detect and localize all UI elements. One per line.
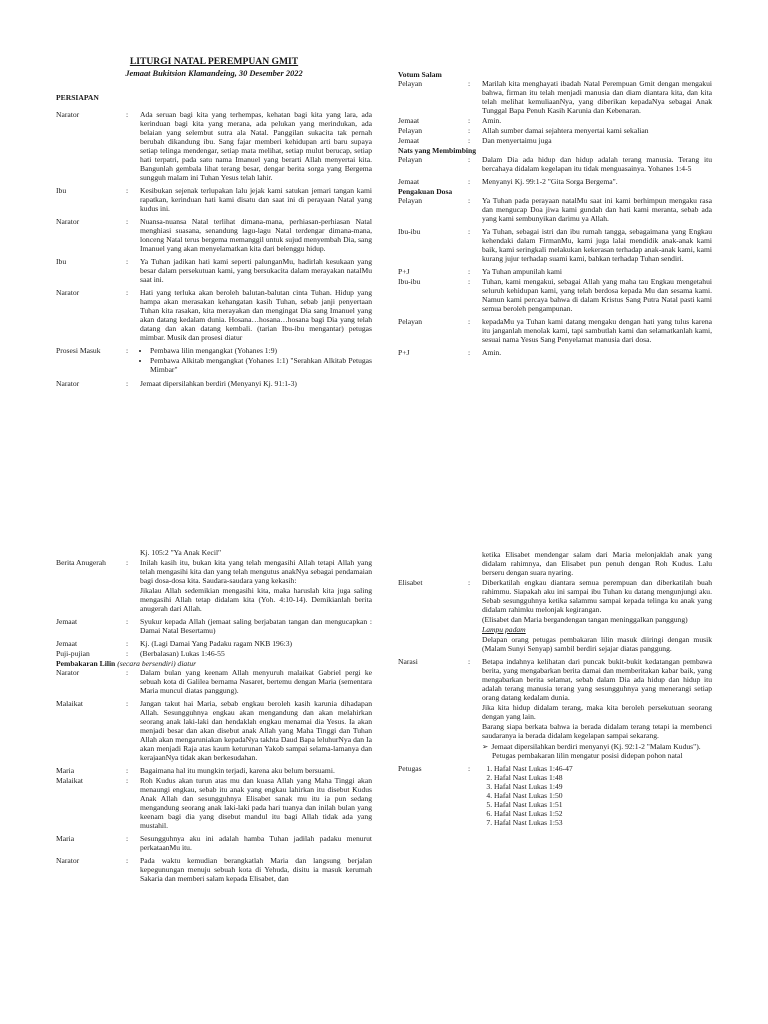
speaker-label: Jemaat bbox=[398, 177, 420, 186]
liturgy-text: Nuansa-nuansa Natal terlihat dimana-mana, perhiasan-perhiasan Natal menghiasi suasana, senandung lagu-lagu Natal terdengar dimana-mana, lonceng Natal terus bergema memanggil untuk sujud menyembah Dia, sang Imanuel yang akan menyelamatkan kita dari belenggu hidup. bbox=[140, 217, 372, 253]
liturgy-row: P+J : Ya Tuhan ampunilah kami bbox=[398, 267, 712, 276]
reading-list bbox=[482, 764, 712, 827]
page2-right-column bbox=[398, 550, 712, 831]
speaker-label: Narator bbox=[56, 288, 80, 297]
liturgy-row: Narator : Ada seruan bagi kita yang terhempas, kehatan bagi kita yang lara, ada kerinduan bagi kita yang merana, ada pelukan yang merindukan, ada belaian yang selembut sutra ala Natal. Panggilan sukacita tak pernah berubah dikandung ibu. Sang fajar memberi kehidupan arti baru supaya setiap telinga mendengar, setiap mata melihat, setiap mulut berucap, setiap hati terpatri, pada satu nama Imanuel yang berarti Allah menyertai kita. Bangunlah gembala lihat terang besar, dengar berita sorga yang Bergema sungguh malam ini Tuhan Yesus telah lahir. bbox=[56, 110, 372, 182]
liturgy-row: Malaikat : Jangan takut hai Maria, sebab engkau beroleh kasih karunia dihadapan Allah. Sesungguhnya engkau akan mengandung dan akan melahirkan seorang anak laki-laki dan hendaklah engkau menamai dia Yesus. Ia akan menjadi besar dan akan disebut anak Allah yang Maha Tinggi dan Tuhan Allah akan mengaruniakan kepadaNya takhta Daud Bapa leluhurNya dan Ia akan menjadi Raja atas kaum keturunan Yakob sampai selama-lamanya dan kerajaanNya tidak akan berkesudahan. bbox=[56, 699, 372, 762]
list-item: • Pembawa lilin mengangkat (Yohanes 1:9) bbox=[150, 346, 372, 355]
liturgy-text: ketika Elisabet mendengar salam dari Maria melonjaklah anak yang didalam rahimnya, dan Elisabet pun penuh dengan Roh Kudus. Lalu berseru dengan suara nyaring. bbox=[482, 550, 712, 577]
liturgy-row: Narator : Pada waktu kemudian berangkatlah Maria dan langsung berjalan kepegunungan menuju sebuah kota di Yehuda, disitu ia masuk kerumah Sakaria dan memberi salam kepada Elisabet, dan bbox=[56, 856, 372, 883]
liturgy-text: Ya Tuhan, sebagai istri dan ibu rumah tangga, sebagaimana yang Engkau kehendaki dalam FirmanMu, kami juga lalai mendidik anak-anak kami baik, kami seringkali melakukan kekerasan terhadap anak-anak kami, kami kurang jujur terhadap suami kami, bahkan terhadap Tuhan sendiri. bbox=[482, 227, 712, 263]
speaker-label: Malaikat bbox=[56, 699, 83, 708]
liturgy-text: Dalam bulan yang keenam Allah menyuruh malaikat Gabriel pergi ke sebuah kota di Galilea bernama Nasaret, bertemu dengan Maria (sementara Maria muncul diatas panggung). bbox=[140, 668, 372, 695]
speaker-label: Narator bbox=[56, 668, 80, 677]
liturgy-text: Jika kita hidup didalam terang, maka kita beroleh persekutuan seorang dengan yang lain. bbox=[482, 703, 712, 721]
speaker-label: Ibu-ibu bbox=[398, 277, 421, 286]
liturgy-row: Maria : Bagaimana hal itu mungkin terjadi, karena aku belum bersuami. bbox=[56, 766, 372, 775]
arrow-list bbox=[482, 742, 712, 751]
liturgy-row bbox=[56, 548, 372, 557]
liturgy-text: Roh Kudus akan turun atas mu dan kuasa Allah yang Maha Tinggi akan menaungi engkau, sebab itu anak yang engkau lahirkan itu disebut Kudus Anak Allah dan sesungguhnya Elisabet sanak mu itu ia pun sedang mengandung seorang anak laki-laki pada hari tuanya dan inilah bulan yang keenam bagi dia yang disebut mandul itu bagi Allah tidak ada yang mustahil. bbox=[140, 776, 372, 830]
speaker-label: Ibu-ibu bbox=[398, 227, 421, 236]
speaker-label: Puji-pujian bbox=[56, 649, 90, 658]
list-item: 4. Hafal Nast Lukas 1:50 bbox=[494, 791, 712, 800]
stage-direction: Delapan orang petugas pembakaran lilin masuk diiringi dengan musik (Malam Sunyi Senyap) sambil berdiri sejajar diatas panggung. bbox=[482, 635, 712, 653]
liturgy-text: Jemaat dipersilahkan berdiri (Menyanyi Kj. 91:1-3) bbox=[140, 379, 297, 388]
speaker-label: Malaikat bbox=[56, 776, 83, 785]
liturgy-text: Diberkatilah engkau diantara semua perempuan dan diberkatilah buah rahimmu. Siapakah aku ini sampai ibu Tuhan ku datang mengunjungi aku. Sebab sesungguhnya ketika salammu sampai kepada telinga ku anak yang didalam rahimku melonjak kegirangan. bbox=[482, 578, 712, 614]
liturgy-row: Petugas : 1. Hafal Nast Lukas 1:46-47 2. Hafal Nast Lukas 1:48 3. Hafal Nast Lukas 1:49 4. Hafal Nast Lukas 1:50 5. Hafal Nast Lukas 1:51 6. Hafal Nast Lukas 1:52 7. Hafal Nast Lukas 1:53 bbox=[398, 764, 712, 827]
speaker-label: Ibu bbox=[56, 186, 67, 195]
document-title: LITURGI NATAL PEREMPUAN GMIT bbox=[129, 56, 299, 67]
speaker-label: Pelayan bbox=[398, 79, 423, 88]
list-item: • Pembawa Alkitab mengangkat (Yohanes 1:1) "Serahkan Alkitab Petugas Mimbar" bbox=[150, 356, 372, 374]
section-header-persiapan: PERSIAPAN bbox=[56, 93, 99, 102]
liturgy-row: Ibu-ibu : Ya Tuhan, sebagai istri dan ibu rumah tangga, sebagaimana yang Engkau kehendaki dalam FirmanMu, kami juga lalai mendidik anak-anak kami baik, kami seringkali melakukan kekerasan terhadap anak-anak kami, kami kurang jujur terhadap suami kami, bahkan terhadap Tuhan sendiri. bbox=[398, 227, 712, 263]
speaker-label: Jemaat bbox=[56, 617, 78, 626]
liturgy-text: Syukur kepada Allah (jemaat saling berjabatan tangan dan mengucapkan : Damai Natal Besertamu) bbox=[140, 617, 372, 635]
liturgy-row: P+J : Amin. bbox=[398, 348, 712, 357]
liturgy-text: Bagaimana hal itu mungkin terjadi, karena aku belum bersuami. bbox=[140, 766, 335, 775]
liturgy-text: (Berbalasan) Lukas 1:46-55 bbox=[140, 649, 225, 658]
speaker-label: Maria bbox=[56, 766, 75, 775]
speaker-label: Narasi bbox=[398, 657, 418, 666]
speaker-label: Elisabet bbox=[398, 578, 423, 587]
list-item: 2. Hafal Nast Lukas 1:48 bbox=[494, 773, 712, 782]
speaker-label: Berita Anugerah bbox=[56, 558, 106, 567]
liturgy-text: Betapa indahnya kelihatan dari puncak bukit-bukit kedatangan pembawa berita, yang mengabarkan berita damai dan memberitakan kabar baik, yang mengabarkan berita selamat, sebab dalam Dia ada hidup dan hidup itu adalah terang manusia terang yang sesungguhnya yang menerangi setiap orang datang kedalam dunia. bbox=[482, 657, 712, 702]
liturgy-text: Barang siapa berkata bahwa ia berada didalam terang tetapi ia membenci saudaranya ia berada didalam kegelapan sampai sekarang. bbox=[482, 722, 712, 740]
section-header-text: Pembakaran Lilin bbox=[56, 659, 116, 668]
liturgy-row: Pelayan : Ya Tuhan pada perayaan natalMu saat ini kami berhimpun mengaku rasa dan mengucap Doa jiwa kami gundah dan hati kami meranta, sebab ada yang kami sembunyikan darimu ya Allah. bbox=[398, 196, 712, 223]
list-item: 6. Hafal Nast Lukas 1:52 bbox=[494, 809, 712, 818]
document-subtitle: Jemaat Bukitsion Klamandeing, 30 Desember 2022 bbox=[125, 69, 303, 78]
speaker-label: Narator bbox=[56, 856, 80, 865]
speaker-label: Narator bbox=[56, 110, 80, 119]
liturgy-row: Narator : Dalam bulan yang keenam Allah menyuruh malaikat Gabriel pergi ke sebuah kota di Galilea bernama Nasaret, bertemu dengan Maria (sementara Maria muncul diatas panggung). bbox=[56, 668, 372, 695]
list-item: 5. Hafal Nast Lukas 1:51 bbox=[494, 800, 712, 809]
liturgy-text: Jikalau Allah sedemikian mengasihi kita, maka haruslah kita juga saling mengasihi Allah tetap didalam kita (Yoh. 4:10-14). Demikianlah berita anugerah dari Allah. bbox=[140, 586, 372, 613]
stage-direction-heading: Lampu padam bbox=[482, 625, 526, 634]
speaker-label: Pelayan bbox=[398, 126, 423, 135]
liturgy-text: Ya Tuhan jadikan hati kami seperti palunganMu, hadirlah kesukaan yang besar dalam persekutuan kami, yang bersukacita dalam merayakan natalMu saat ini. bbox=[140, 257, 372, 284]
speaker-label: Ibu bbox=[56, 257, 67, 266]
liturgy-text: Pada waktu kemudian berangkatlah Maria dan langsung berjalan kepegunungan menuju sebuah kota di Yehuda, disitu ia masuk kerumah Sakaria dan memberi salam kepada Elisabet, dan bbox=[140, 856, 372, 883]
liturgy-text: kepadaMu ya Tuhan kami datang mengaku dengan hati yang tulus karena itu janganlah menolak kami, tapi sambutlah kami dan selamatkanlah kami, sesuai nama Yesus Sang Penyelamat manusia dari dosa. bbox=[482, 317, 712, 344]
speaker-label: Pelayan bbox=[398, 196, 423, 205]
list-item: 7. Hafal Nast Lukas 1:53 bbox=[494, 818, 712, 827]
liturgy-row: Narator : Jemaat dipersilahkan berdiri (Menyanyi Kj. 91:1-3) bbox=[56, 379, 372, 388]
liturgy-row: Pelayan : Allah sumber damai sejahtera menyertai kami sekalian bbox=[398, 126, 712, 135]
liturgy-text: Menyanyi Kj. 99:1-2 "Gita Sorga Bergema". bbox=[482, 177, 618, 186]
liturgy-text: Jangan takut hai Maria, sebab engkau beroleh kasih karunia dihadapan Allah. Sesungguhnya engkau akan mengandung dan akan melahirkan seorang anak laki-laki dan hendaklah engkau menamai dia Yesus. Ia akan menjadi besar dan akan disebut anak Allah yang Maha Tinggi dan Tuhan Allah akan mengaruniakan kepadaNya takhta Daud Bapa leluhurNya dan Ia akan menjadi Raja atas kaum keturunan Yakob sampai selama-lamanya dan kerajaanNya tidak akan berkesudahan. bbox=[140, 699, 372, 762]
stage-direction: (Elisabet dan Maria bergandengan tangan meninggalkan panggung) bbox=[482, 615, 688, 624]
hymn-line: Kj. 105:2 "Ya Anak Kecil" bbox=[140, 548, 222, 557]
liturgy-text: Ya Tuhan ampunilah kami bbox=[482, 267, 563, 276]
liturgy-row: Jemaat : Syukur kepada Allah (jemaat saling berjabatan tangan dan mengucapkan : Damai Natal Besertamu) bbox=[56, 617, 372, 635]
speaker-label: Prosesi Masuk bbox=[56, 346, 101, 355]
section-header-nats: Nats yang Membimbing bbox=[398, 146, 477, 155]
page1-right-column bbox=[398, 70, 712, 361]
liturgy-row: Pelayan : kepadaMu ya Tuhan kami datang mengaku dengan hati yang tulus karena itu janganlah menolak kami, tapi sambutlah kami dan selamatkanlah kami, sesuai nama Yesus Sang Penyelamat manusia dari dosa. bbox=[398, 317, 712, 344]
speaker-label: Maria bbox=[56, 834, 75, 843]
stage-direction: Petugas pembakaran lilin mengatur posisi didepan pohon natal bbox=[492, 751, 683, 760]
speaker-label: P+J bbox=[398, 267, 410, 276]
procession-list bbox=[140, 346, 372, 374]
liturgy-text: Allah sumber damai sejahtera menyertai kami sekalian bbox=[482, 126, 649, 135]
section-header-votum: Votum Salam bbox=[398, 70, 442, 79]
liturgy-row: Jemaat : Amin. bbox=[398, 116, 712, 125]
liturgy-row: Narator : Hati yang terluka akan beroleh balutan-balutan cinta Tuhan. Hidup yang hampa akan merasakan kehangatan kasih Tuhan, sebab janji penyertaan Tuhan kita rasakan, kita merayakan dan mengingat Dia sang Imanuel yang akan datang kedalam dunia. Hosana…hosana…hosana bagi Dia yang telah datang dan akan datang kembali. (tarian Ibu-ibu mengantar) petugas mimbar. Musik dan prosesi diatur bbox=[56, 288, 372, 342]
liturgy-text: Kj. (Lagi Damai Yang Padaku ragam NKB 196:3) bbox=[140, 639, 293, 648]
section-header-pengakuan: Pengakuan Dosa bbox=[398, 187, 453, 196]
liturgy-text: Amin. bbox=[482, 348, 502, 357]
liturgy-text: Hati yang terluka akan beroleh balutan-balutan cinta Tuhan. Hidup yang hampa akan merasakan kehangatan kasih Tuhan, sebab janji penyertaan Tuhan kita rasakan, kita merayakan dan mengingat Dia sang Imanuel yang akan datang kedalam dunia. Hosana…hosana…hosana bagi Dia yang telah datang dan akan datang kembali. (tarian Ibu-ibu mengantar) petugas mimbar. Musik dan prosesi diatur bbox=[140, 288, 372, 342]
page2-left-column bbox=[56, 548, 372, 887]
liturgy-row: Pelayan : Marilah kita menghayati ibadah Natal Perempuan Gmit dengan mengakui bahwa, firman itu telah menjadi manusia dan diam diantara kita, dan kita telah melihat kemuliaanNya, yang diberikan kepadaNya sebagai Anak Tunggal Bapa Penuh Kasih Karunia dan Kebenaran. bbox=[398, 79, 712, 115]
speaker-label: Jemaat bbox=[398, 116, 420, 125]
liturgy-row bbox=[398, 550, 712, 577]
list-item: 1. Hafal Nast Lukas 1:46-47 bbox=[494, 764, 712, 773]
speaker-label: Jemaat bbox=[56, 639, 78, 648]
liturgy-text: Marilah kita menghayati ibadah Natal Perempuan Gmit dengan mengakui bahwa, firman itu telah menjadi manusia dan diam diantara kita, dan kita telah melihat kemuliaanNya, yang diberikan kepadaNya sebagai Anak Tunggal Bapa Penuh Kasih Karunia dan Kebenaran. bbox=[482, 79, 712, 115]
liturgy-text: Ada seruan bagi kita yang terhempas, kehatan bagi kita yang lara, ada kerinduan bagi kita yang merana, ada pelukan yang merindukan, ada belaian yang selembut sutra ala Natal. Panggilan sukacita tak pernah berubah dikandung ibu. Sang fajar memberi kehidupan arti baru supaya setiap telinga mendengar, setiap mata melihat, setiap mulut berucap, setiap hati terpatri, pada satu nama Imanuel yang berarti Allah menyertai kita. Bangunlah gembala lihat terang besar, dengar berita sorga yang Bergema sungguh malam ini Tuhan Yesus telah lahir. bbox=[140, 110, 372, 182]
speaker-label: P+J bbox=[398, 348, 410, 357]
liturgy-row: Narasi : Betapa indahnya kelihatan dari puncak bukit-bukit kedatangan pembawa berita, yang mengabarkan berita damai dan memberitakan kabar baik, yang mengabarkan berita selamat, sebab dalam Dia ada hidup dan hidup itu adalah terang manusia terang yang sesungguhnya yang menerangi setiap orang datang kedalam dunia. Jika kita hidup didalam terang, maka kita beroleh persekutuan seorang dengan yang lain. Barang siapa berkata bahwa ia berada didalam terang tetapi ia membenci saudaranya ia berada didalam kegelapan sampai sekarang. ➢ Jemaat dipersilahkan berdiri menyanyi (Kj. 92:1-2 "Malam Kudus"). Petugas pembakaran lilin mengatur posisi didepan pohon natal bbox=[398, 657, 712, 760]
speaker-label: Pelayan bbox=[398, 317, 423, 326]
speaker-label: Narator bbox=[56, 217, 80, 226]
liturgy-row: Elisabet : Diberkatilah engkau diantara semua perempuan dan diberkatilah buah rahimmu. Siapakah aku ini sampai ibu Tuhan ku datang mengunjungi aku. Sebab sesungguhnya ketika salammu sampai kepada telinga ku anak yang didalam rahimku melonjak kegirangan. (Elisabet dan Maria bergandengan tangan meninggalkan panggung) Lampu padam Delapan orang petugas pembakaran lilin masuk diiringi dengan musik (Malam Sunyi Senyap) sambil berdiri sejajar diatas panggung. bbox=[398, 578, 712, 653]
liturgy-row: Maria : Sesungguhnya aku ini adalah hamba Tuhan jadilah padaku menurut perkataanMu itu. bbox=[56, 834, 372, 852]
liturgy-row: Pelayan : Dalam Dia ada hidup dan hidup adalah terang manusia. Terang itu bercahaya didalam kegelapan itu tidak menguasainya. Yohanes 1:4-5 bbox=[398, 155, 712, 173]
list-item: ➢ Jemaat dipersilahkan berdiri menyanyi (Kj. 92:1-2 "Malam Kudus"). bbox=[492, 742, 712, 751]
liturgy-row: Ibu : Kesibukan sejenak terlupakan lalu jejak kami satukan jemari tangan kami rapatkan, kerinduan hati kami disatu dan saat ini di perayaan Natal yang kudus ini. bbox=[56, 186, 372, 213]
liturgy-row: Ibu-ibu : Tuhan, kami mengakui, sebagai Allah yang maha tau Engkau mengetahui seluruh kehidupan kami, yang telah berdosa kepada Mu dan sesama kami. Namun kami percaya bahwa di dalam Kristus Sang Putra Natal pasti kami semua beroleh pengampunan. bbox=[398, 277, 712, 313]
liturgy-text: Tuhan, kami mengakui, sebagai Allah yang maha tau Engkau mengetahui seluruh kehidupan kami, yang telah berdosa kepada Mu dan sesama kami. Namun kami percaya bahwa di dalam Kristus Sang Putra Natal pasti kami semua beroleh pengampunan. bbox=[482, 277, 712, 313]
liturgy-row: Narator : Nuansa-nuansa Natal terlihat dimana-mana, perhiasan-perhiasan Natal menghiasi suasana, senandung lagu-lagu Natal terdengar dimana-mana, lonceng Natal terus bergema memanggil untuk sujud menyembah Dia, sang Imanuel yang akan menyelamatkan kita dari belenggu hidup. bbox=[56, 217, 372, 253]
liturgy-text: Dalam Dia ada hidup dan hidup adalah terang manusia. Terang itu bercahaya didalam kegelapan itu tidak menguasainya. Yohanes 1:4-5 bbox=[482, 155, 712, 173]
liturgy-row: Puji-pujian : (Berbalasan) Lukas 1:46-55 bbox=[56, 649, 372, 658]
speaker-label: Narator bbox=[56, 379, 80, 388]
liturgy-row: Jemaat : Menyanyi Kj. 99:1-2 "Gita Sorga Bergema". bbox=[398, 177, 712, 186]
liturgy-row: Prosesi Masuk : • Pembawa lilin mengangkat (Yohanes 1:9) • Pembawa Alkitab mengangkat (Yohanes 1:1) "Serahkan Alkitab Petugas Mimbar" bbox=[56, 346, 372, 375]
liturgy-text: Dan menyertaimu juga bbox=[482, 136, 552, 145]
list-item: 3. Hafal Nast Lukas 1:49 bbox=[494, 782, 712, 791]
speaker-label: Pelayan bbox=[398, 155, 423, 164]
section-header-note: (secara bersendiri) diatur bbox=[117, 659, 197, 668]
liturgy-row: Jemaat : Dan menyertaimu juga bbox=[398, 136, 712, 145]
speaker-label: Jemaat bbox=[398, 136, 420, 145]
liturgy-text: Amin. bbox=[482, 116, 502, 125]
liturgy-text: Kesibukan sejenak terlupakan lalu jejak kami satukan jemari tangan kami rapatkan, kerinduan hati kami disatu dan saat ini di perayaan Natal yang kudus ini. bbox=[140, 186, 372, 213]
liturgy-row: Berita Anugerah : Inilah kasih itu, bukan kita yang telah mengasihi Allah tetapi Allah yang telah mengasihi kita dan yang telah mengutus anakNya sebagai pendamaian bagi dosa-dosa kita. Saudara-saudara yang kekasih: Jikalau Allah sedemikian mengasihi kita, maka haruslah kita juga saling mengasihi Allah tetap didalam kita (Yoh. 4:10-14). Demikianlah berita anugerah dari Allah. bbox=[56, 558, 372, 613]
liturgy-text: Sesungguhnya aku ini adalah hamba Tuhan jadilah padaku menurut perkataanMu itu. bbox=[140, 834, 372, 852]
liturgy-row: Malaikat : Roh Kudus akan turun atas mu dan kuasa Allah yang Maha Tinggi akan menaungi engkau, sebab itu anak yang engkau lahirkan itu disebut Kudus Anak Allah dan sesungguhnya Elisabet sanak mu itu ia pun sedang mengandung seorang anak laki-laki pada hari tuanya dan inilah bulan yang keenam bagi dia yang disebut mandul itu bagi Allah tidak ada yang mustahil. bbox=[56, 776, 372, 830]
section-header-pembakaran bbox=[56, 659, 372, 668]
liturgy-text: Inilah kasih itu, bukan kita yang telah mengasihi Allah tetapi Allah yang telah mengasihi kita dan yang telah mengutus anakNya sebagai pendamaian bagi dosa-dosa kita. Saudara-saudara yang kekasih: bbox=[140, 558, 372, 585]
speaker-label: Petugas bbox=[398, 764, 422, 773]
page1-left-column bbox=[56, 56, 372, 392]
liturgy-row: Ibu : Ya Tuhan jadikan hati kami seperti palunganMu, hadirlah kesukaan yang besar dalam persekutuan kami, yang bersukacita dalam merayakan natalMu saat ini. bbox=[56, 257, 372, 284]
liturgy-row: Jemaat : Kj. (Lagi Damai Yang Padaku ragam NKB 196:3) bbox=[56, 639, 372, 648]
liturgy-text: Ya Tuhan pada perayaan natalMu saat ini kami berhimpun mengaku rasa dan mengucap Doa jiwa kami gundah dan hati kami meranta, sebab ada yang kami sembunyikan darimu ya Allah. bbox=[482, 196, 712, 223]
